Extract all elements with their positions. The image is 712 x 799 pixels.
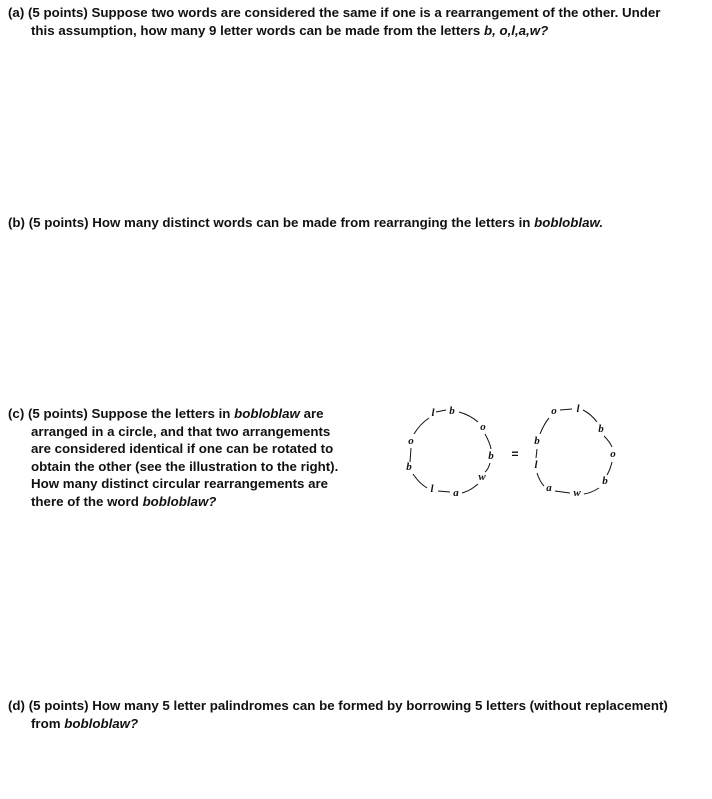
question-c [8,405,368,510]
right-letter-8: l [534,459,538,471]
question-b-label: (b) [8,215,25,230]
question-c-text-1b: are [303,406,324,421]
right-letter-4: o [610,448,616,460]
right-stroke-8 [536,449,537,458]
right-stroke-7 [537,473,544,486]
circular-arrangement-illustration [394,400,634,510]
question-c-line-5: How many distinct circular rearrangements are [31,476,329,491]
right-stroke-2 [583,410,597,422]
question-a-line-2 [8,22,698,40]
left-stroke-2 [459,412,478,422]
question-c-line-2: arranged in a circle, and that two arrangements [31,423,331,439]
question-b-word: bobloblaw. [534,215,604,230]
question-d-points: (5 points) [28,698,89,713]
left-letter-6: l [430,483,434,495]
left-letter-9: l [431,407,435,419]
equals-sign: = [511,447,519,461]
right-letter-9: b [534,435,540,447]
question-a-points: (5 points) [27,5,88,20]
question-c-word-1: bobloblaw [234,406,300,421]
question-d-text-1: How many 5 letter palindromes can be formed by borrowing 5 letters (without replacement) [92,698,668,713]
left-letter-4: w [478,471,486,483]
question-d [8,697,698,732]
question-d-line-1 [8,697,698,715]
left-stroke-6 [438,491,450,492]
question-c-line-1 [8,405,368,423]
question-c-line-4: obtain the other (see the illustration to the right). [31,458,339,474]
right-stroke-3 [604,436,612,447]
left-stroke-8 [410,448,411,462]
left-letter-1: b [449,405,455,417]
question-c-text-1a: Suppose the letters in [91,406,231,421]
right-stroke-6 [555,491,570,493]
question-a-line-1 [8,4,698,22]
left-stroke-7 [413,474,427,488]
left-stroke-5 [462,484,478,493]
right-letter-3: b [598,423,604,435]
question-c-line-3: are considered identical if one can be rotated to [31,441,334,456]
right-letter-7: a [546,482,552,494]
question-a-letters: b, o,l,a,w? [483,22,549,38]
question-d-text-2: from [31,715,61,731]
circles-svg [394,400,634,510]
question-c-points: (5 points) [27,406,88,421]
right-letter-2: l [576,403,580,415]
left-stroke-3 [485,434,491,449]
question-c-line-6 [8,493,368,511]
left-letter-2: o [480,421,486,433]
question-c-label: (c) [8,406,25,421]
left-letter-8: o [408,435,414,447]
question-a-text-1: Suppose two words are considered the same if one is a rearrangement of the other. Under [91,5,661,20]
question-b-points: (5 points) [28,215,89,230]
question-a-label: (a) [8,5,25,20]
question-a-text-2: this assumption, how many 9 letter words can be made from the letters [31,22,481,38]
left-stroke-1 [436,410,446,412]
left-letter-3: b [488,450,494,462]
question-d-line-2 [8,715,698,733]
right-letter-5: b [602,475,608,487]
question-d-word: bobloblaw? [64,715,139,731]
right-letter-6: w [573,487,581,499]
question-d-label: (d) [8,698,25,713]
question-b-line-1 [8,214,698,232]
question-c-word-6: bobloblaw? [142,493,217,509]
question-b-text: How many distinct words can be made from rearranging the letters in [92,215,531,230]
question-a [8,4,698,39]
right-circle [534,403,616,499]
right-stroke-1 [560,409,572,410]
right-stroke-4 [607,462,612,475]
question-b [8,214,698,232]
left-letter-5: a [453,487,459,499]
question-c-text-6: there of the word [31,493,139,509]
right-stroke-9 [540,418,549,434]
left-stroke-9 [414,418,429,434]
left-stroke-4 [485,463,490,472]
left-letter-7: b [406,461,412,473]
left-circle [406,405,494,499]
right-letter-1: o [551,405,557,417]
right-stroke-5 [584,488,599,494]
